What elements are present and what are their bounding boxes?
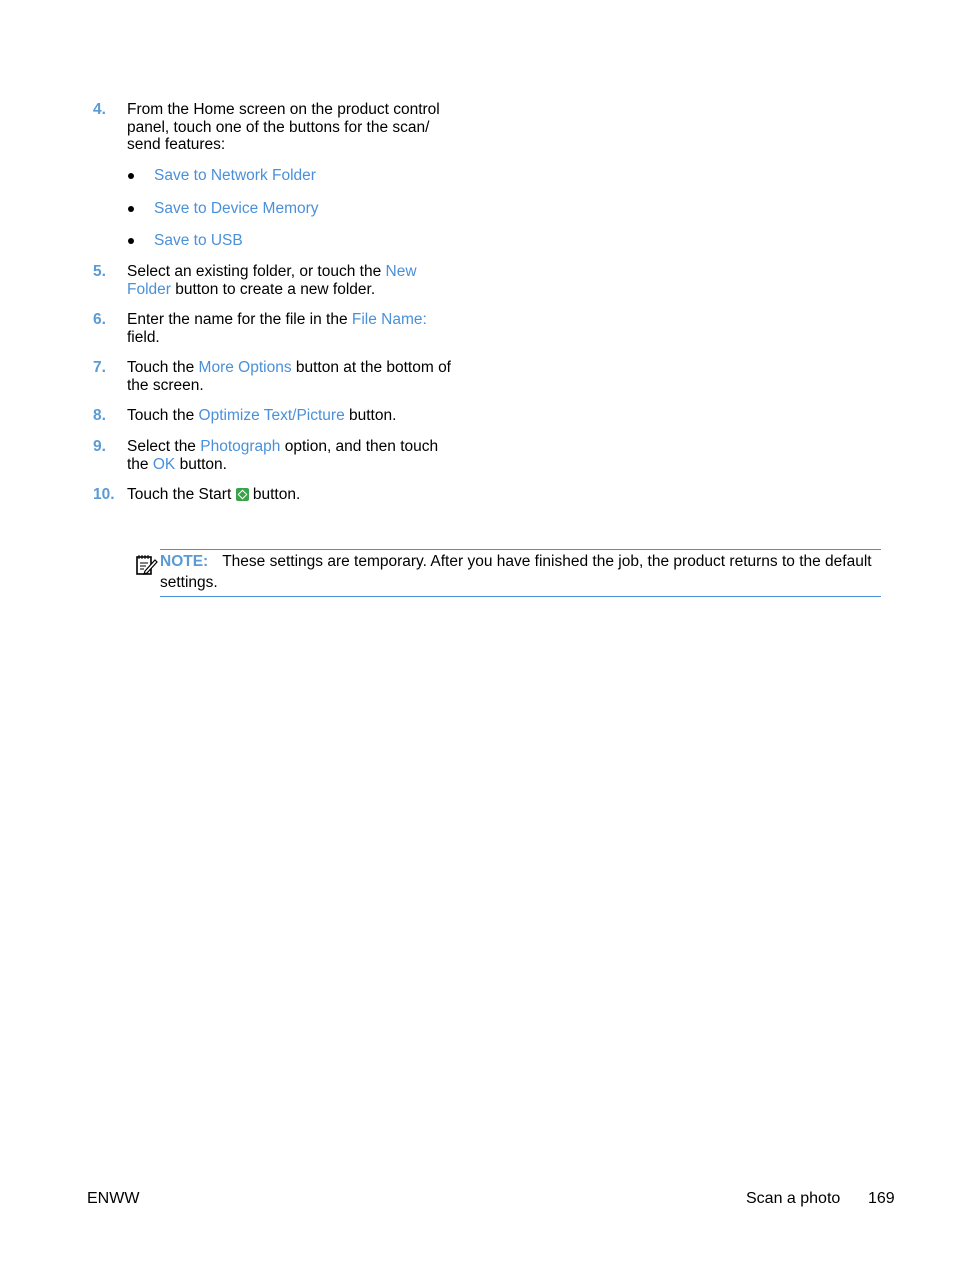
step-8: 8. Touch the Optimize Text/Picture button.: [93, 407, 397, 424]
step-10: 10. Touch the Start button.: [93, 486, 301, 503]
footer-left: ENWW: [87, 1190, 140, 1207]
step-9: 9. Select the Photograph option, and then touch the OK button.: [93, 438, 439, 473]
bullet-item: Save to Device Memory: [128, 200, 319, 218]
step-7: 7. Touch the More Options button at the bottom of the screen.: [93, 359, 451, 394]
step-5: 5. Select an existing folder, or touch the New Folder button to create a new folder.: [93, 263, 417, 298]
note-box: NOTE: These settings are temporary. After you have finished the job, the product returns to the default settings.: [160, 549, 881, 597]
footer-section: Scan a photo: [746, 1190, 841, 1207]
bullet-item: Save to USB: [128, 232, 243, 250]
page-number: 169: [868, 1190, 895, 1207]
step-4: 4. From the Home screen on the product control panel, touch one of the buttons for the scan/ send features:: [93, 101, 440, 153]
start-button-icon: [236, 488, 249, 501]
bullet-item: Save to Network Folder: [128, 167, 316, 185]
note-icon: [135, 553, 159, 577]
step-6: 6. Enter the name for the file in the File Name: field.: [93, 311, 427, 346]
